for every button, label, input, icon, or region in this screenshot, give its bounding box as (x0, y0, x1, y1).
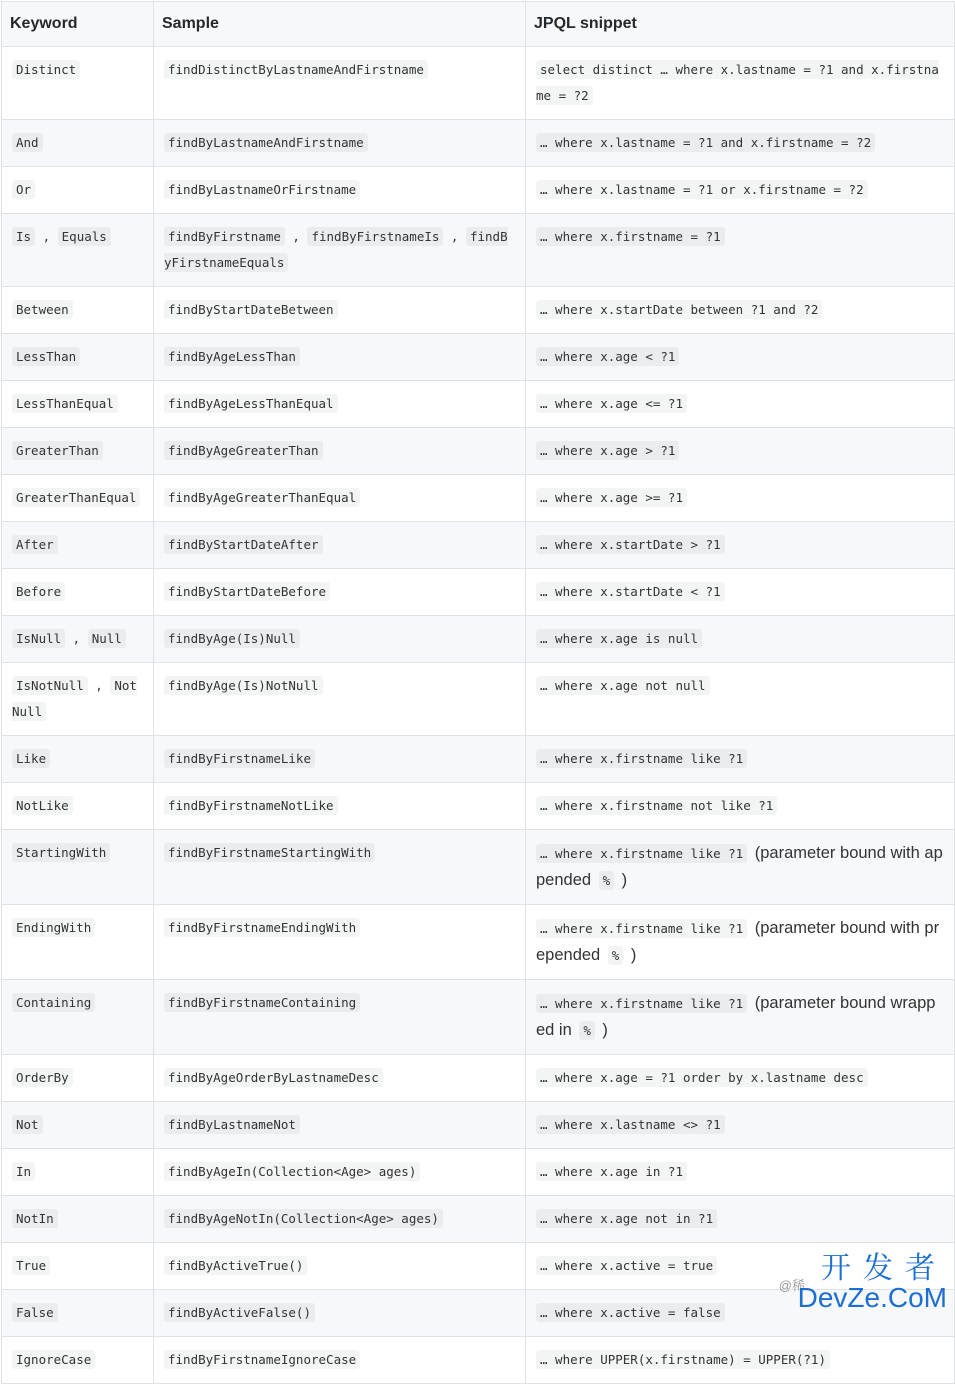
table-row (2, 287, 955, 334)
jpql-code: … where x.lastname = ?1 and x.firstname = ?2 (536, 133, 875, 152)
jpql-cell (526, 287, 955, 334)
sample-code: findByLastnameNot (164, 1115, 300, 1134)
table-row (2, 475, 955, 522)
table-row (2, 522, 955, 569)
keyword-cell (2, 1102, 154, 1149)
sample-code: findByAge(Is)Null (164, 629, 300, 648)
sample-cell (154, 1196, 526, 1243)
keyword-cell (2, 569, 154, 616)
sample-cell (154, 1055, 526, 1102)
keyword-code: And (12, 133, 43, 152)
sample-code: findByFirstnameLike (164, 749, 315, 768)
jpql-cell (526, 522, 955, 569)
jpql-code: … where x.age = ?1 order by x.lastname desc (536, 1068, 868, 1087)
jpql-note-end: ) (621, 871, 628, 889)
jpql-note: (parameter bound wrapped in (536, 994, 936, 1039)
sample-cell (154, 381, 526, 428)
jpql-cell (526, 980, 955, 1055)
jpql-code: select distinct … where x.lastname = ?1 and x.firstname = ?2 (536, 62, 939, 103)
sample-cell (154, 616, 526, 663)
keyword-code: False (12, 1303, 58, 1322)
sample-code: findByFirstname (164, 227, 285, 246)
table-row (2, 736, 955, 783)
jpql-code: … where x.age > ?1 (536, 441, 679, 460)
table-row (2, 569, 955, 616)
sample-cell (154, 47, 526, 120)
sample-cell (154, 569, 526, 616)
jpql-code: … where x.firstname = ?1 (536, 227, 725, 246)
sample-cell (154, 334, 526, 381)
jpql-cell (526, 334, 955, 381)
keyword-code: IsNotNull (12, 676, 88, 695)
sample-cell (154, 120, 526, 167)
keyword-code: LessThan (12, 347, 80, 366)
jpql-note-end: ) (630, 946, 637, 964)
jpql-code: … where UPPER(x.firstname) = UPPER(?1) (536, 1350, 830, 1369)
table-row (2, 1337, 955, 1384)
sample-cell (154, 1290, 526, 1337)
jpql-cell (526, 1196, 955, 1243)
sample-code: findByLastnameOrFirstname (164, 180, 360, 199)
table-row (2, 783, 955, 830)
table-row (2, 428, 955, 475)
table-row (2, 381, 955, 428)
table-row (2, 1196, 955, 1243)
sample-cell (154, 905, 526, 980)
keyword-cell (2, 522, 154, 569)
sample-code: findByFirstnameStartingWith (164, 843, 375, 862)
keyword-cell (2, 980, 154, 1055)
keyword-cell (2, 1243, 154, 1290)
jpql-cell (526, 214, 955, 287)
sample-code: findByFirstnameContaining (164, 993, 360, 1012)
jpql-cell (526, 569, 955, 616)
sample-code: findByAgeIn(Collection<Age> ages) (164, 1162, 420, 1181)
sample-code: findByFirstnameIgnoreCase (164, 1350, 360, 1369)
keyword-table (1, 1, 955, 1384)
keyword-code: OrderBy (12, 1068, 73, 1087)
column-header-jpql: JPQL snippet (526, 2, 955, 47)
keyword-cell (2, 736, 154, 783)
sample-code: findDistinctByLastnameAndFirstname (164, 60, 428, 79)
keyword-cell (2, 381, 154, 428)
sample-cell (154, 830, 526, 905)
jpql-cell (526, 167, 955, 214)
watermark-at: @稀 (778, 1278, 805, 1293)
watermark-logo (797, 1251, 947, 1313)
keyword-cell (2, 167, 154, 214)
keyword-cell (2, 120, 154, 167)
sample-cell (154, 287, 526, 334)
jpql-code: … where x.startDate < ?1 (536, 582, 725, 601)
jpql-cell (526, 47, 955, 120)
keyword-code: Between (12, 300, 73, 319)
sample-cell (154, 428, 526, 475)
jpql-code: … where x.lastname = ?1 or x.firstname = ?2 (536, 180, 868, 199)
jpql-cell (526, 905, 955, 980)
sample-code: findByAgeLessThanEqual (164, 394, 338, 413)
keyword-cell (2, 1055, 154, 1102)
sample-cell (154, 167, 526, 214)
keyword-cell (2, 287, 154, 334)
sample-code: findByAgeGreaterThan (164, 441, 323, 460)
keyword-code: NotNull (12, 678, 137, 719)
sample-cell (154, 980, 526, 1055)
table-row (2, 616, 955, 663)
keyword-code: Equals (58, 227, 111, 246)
sample-code: findByAgeNotIn(Collection<Age> ages) (164, 1209, 443, 1228)
keyword-code: NotIn (12, 1209, 58, 1228)
table-row (2, 47, 955, 120)
keyword-code: IsNull (12, 629, 65, 648)
keyword-code: IgnoreCase (12, 1350, 95, 1369)
table-row (2, 167, 955, 214)
table-row (2, 1102, 955, 1149)
jpql-code: … where x.age not in ?1 (536, 1209, 717, 1228)
sample-cell (154, 783, 526, 830)
table-row (2, 830, 955, 905)
sample-code: findByAge(Is)NotNull (164, 676, 323, 695)
keyword-code: Not (12, 1115, 43, 1134)
sample-code: findByStartDateBetween (164, 300, 338, 319)
column-header-sample: Sample (154, 2, 526, 47)
sample-cell: findByFirstname , findByFirstnameIs , findByFirstnameEquals (154, 214, 526, 287)
keyword-code: NotLike (12, 796, 73, 815)
jpql-code: … where x.age >= ?1 (536, 488, 687, 507)
table-row (2, 980, 955, 1055)
keyword-cell (2, 475, 154, 522)
keyword-code: Before (12, 582, 65, 601)
jpql-note: (parameter bound with appended (536, 844, 943, 889)
sample-cell (154, 522, 526, 569)
keyword-code: In (12, 1162, 35, 1181)
jpql-code: … where x.active = true (536, 1256, 717, 1275)
jpql-code: … where x.firstname like ?1 (536, 749, 747, 768)
keyword-cell (2, 905, 154, 980)
sample-cell (154, 1149, 526, 1196)
jpql-code: … where x.age not null (536, 676, 710, 695)
table-header-row (2, 2, 955, 47)
jpql-code: … where x.age <= ?1 (536, 394, 687, 413)
jpql-cell (526, 428, 955, 475)
keyword-cell (2, 1290, 154, 1337)
keyword-cell (2, 334, 154, 381)
keyword-code: After (12, 535, 58, 554)
keyword-cell: Is , Equals (2, 214, 154, 287)
jpql-code: … where x.startDate between ?1 and ?2 (536, 300, 822, 319)
keyword-cell (2, 1149, 154, 1196)
sample-code: findByLastnameAndFirstname (164, 133, 368, 152)
column-header-keyword: Keyword (2, 2, 154, 47)
jpql-cell (526, 381, 955, 428)
keyword-cell (2, 1196, 154, 1243)
keyword-code: Null (88, 629, 126, 648)
jpql-cell (526, 830, 955, 905)
jpql-code: … where x.age in ?1 (536, 1162, 687, 1181)
jpql-code: … where x.firstname like ?1 (536, 919, 747, 938)
sample-code: findByAgeGreaterThanEqual (164, 488, 360, 507)
keyword-code: Or (12, 180, 35, 199)
jpql-cell (526, 1055, 955, 1102)
jpql-code: … where x.age is null (536, 629, 702, 648)
jpql-note: (parameter bound with prepended (536, 919, 940, 964)
sample-cell (154, 1243, 526, 1290)
sample-cell (154, 736, 526, 783)
jpql-note-code: % (608, 946, 624, 965)
keyword-cell (2, 1337, 154, 1384)
sample-code: findByActiveTrue() (164, 1256, 307, 1275)
table-row (2, 1055, 955, 1102)
table-row (2, 905, 955, 980)
keyword-cell: IsNull , Null (2, 616, 154, 663)
jpql-cell (526, 1149, 955, 1196)
jpql-cell (526, 616, 955, 663)
sample-code: findByStartDateAfter (164, 535, 323, 554)
sample-code: findByFirstnameIs (307, 227, 443, 246)
keyword-code: Is (12, 227, 35, 246)
keyword-cell (2, 428, 154, 475)
jpql-code: … where x.startDate > ?1 (536, 535, 725, 554)
table-row (2, 334, 955, 381)
sample-code: findByStartDateBefore (164, 582, 330, 601)
jpql-code: … where x.lastname <> ?1 (536, 1115, 725, 1134)
keyword-code: Distinct (12, 60, 80, 79)
jpql-cell (526, 120, 955, 167)
keyword-cell (2, 47, 154, 120)
jpql-cell (526, 783, 955, 830)
jpql-code: … where x.active = false (536, 1303, 725, 1322)
jpql-note-code: % (599, 871, 615, 890)
jpql-code: … where x.age < ?1 (536, 347, 679, 366)
sample-cell (154, 1102, 526, 1149)
sample-code: findByAgeLessThan (164, 347, 300, 366)
keyword-code: StartingWith (12, 843, 110, 862)
keyword-cell (2, 783, 154, 830)
jpql-note-code: % (579, 1021, 595, 1040)
keyword-cell (2, 830, 154, 905)
jpql-cell (526, 736, 955, 783)
watermark-en: DevZe.CoM (797, 1282, 947, 1313)
keyword-code: GreaterThan (12, 441, 103, 460)
sample-cell (154, 1337, 526, 1384)
jpql-code: … where x.firstname not like ?1 (536, 796, 777, 815)
jpql-cell (526, 1337, 955, 1384)
table-row (2, 214, 955, 287)
watermark-cn: 开发者 (821, 1251, 947, 1286)
keyword-code: LessThanEqual (12, 394, 118, 413)
jpql-code: … where x.firstname like ?1 (536, 844, 747, 863)
jpql-code: … where x.firstname like ?1 (536, 994, 747, 1013)
jpql-cell (526, 663, 955, 736)
jpql-cell (526, 1102, 955, 1149)
sample-code: findByFirstnameEndingWith (164, 918, 360, 937)
table-row (2, 1149, 955, 1196)
sample-cell (154, 475, 526, 522)
keyword-code: EndingWith (12, 918, 95, 937)
jpql-cell (526, 475, 955, 522)
keyword-code: Like (12, 749, 50, 768)
sample-code: findByFirstnameEquals (164, 229, 508, 270)
sample-code: findByAgeOrderByLastnameDesc (164, 1068, 383, 1087)
keyword-code: GreaterThanEqual (12, 488, 140, 507)
table-row (2, 120, 955, 167)
jpql-note-end: ) (602, 1021, 608, 1039)
keyword-code: Containing (12, 993, 95, 1012)
table-row (2, 663, 955, 736)
sample-cell (154, 663, 526, 736)
keyword-code: True (12, 1256, 50, 1275)
sample-code: findByActiveFalse() (164, 1303, 315, 1322)
keyword-cell: IsNotNull , NotNull (2, 663, 154, 736)
sample-code: findByFirstnameNotLike (164, 796, 338, 815)
